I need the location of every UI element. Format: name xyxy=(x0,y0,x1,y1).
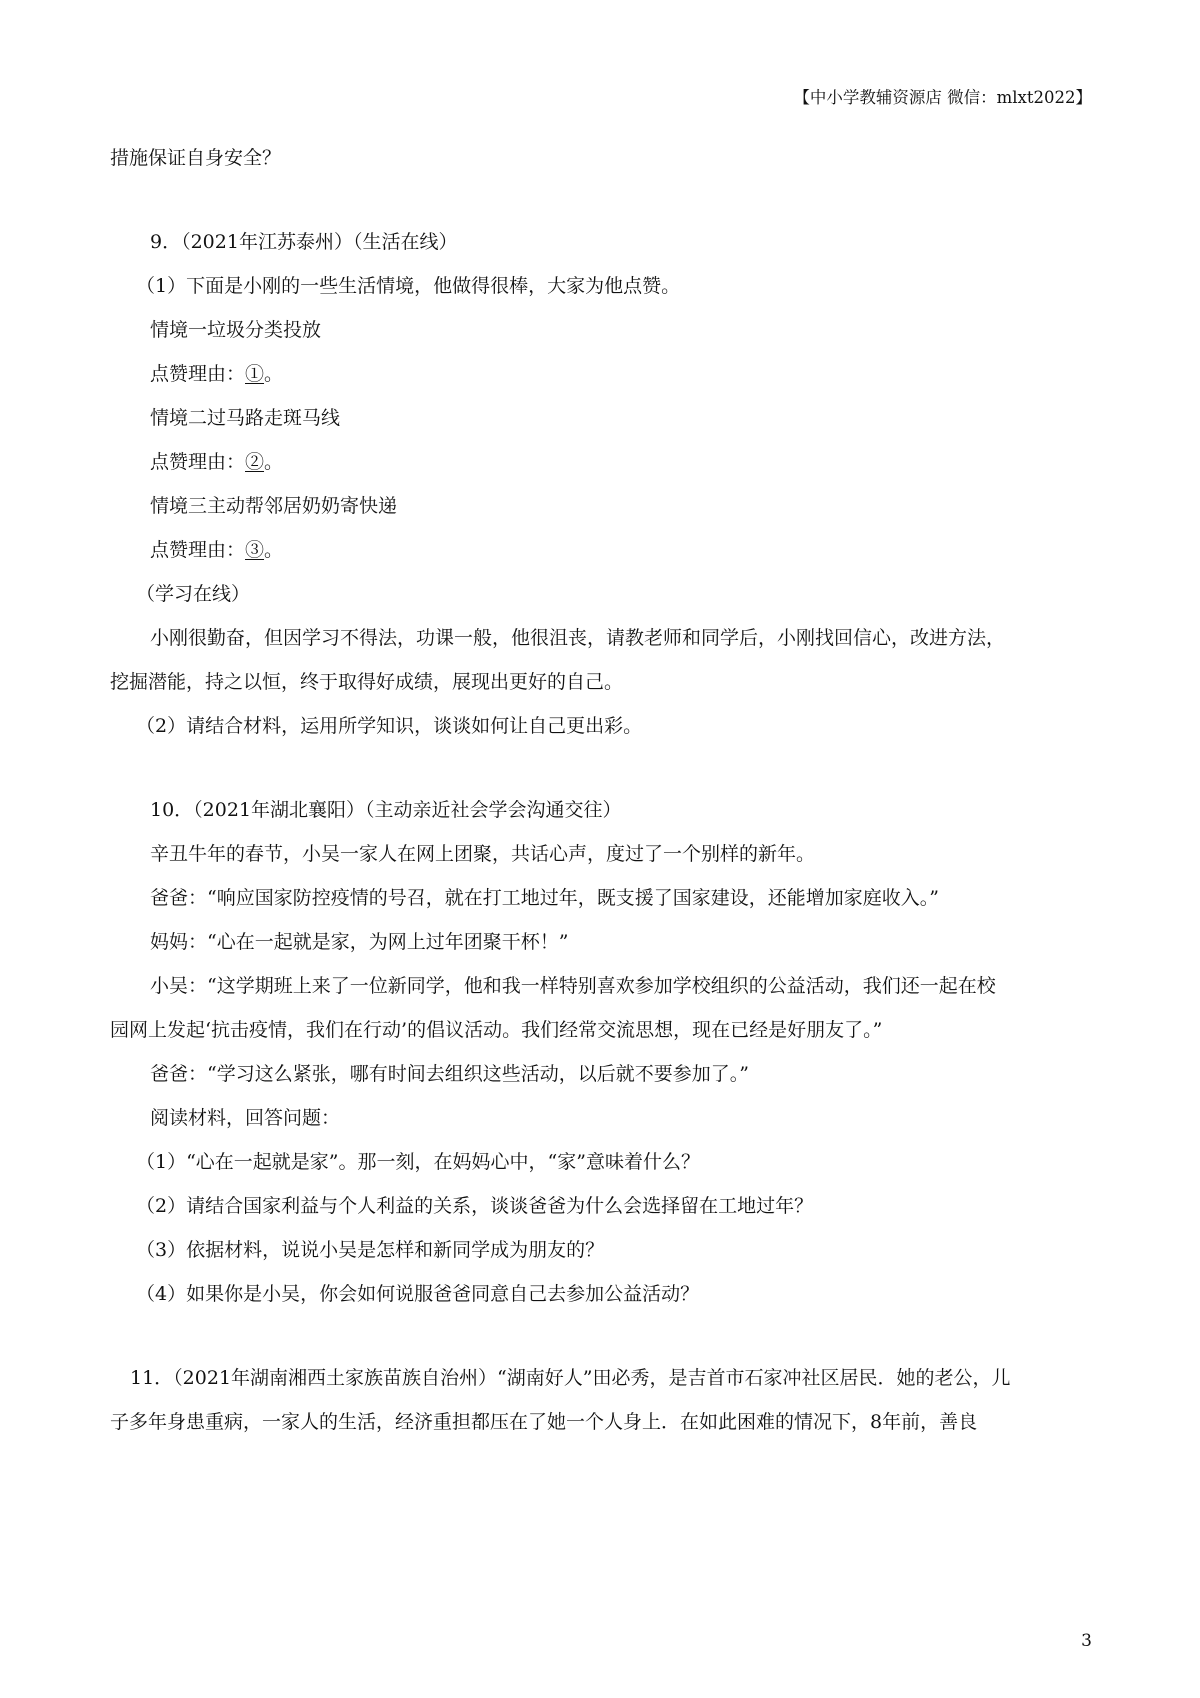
blank-marker-1: ① xyxy=(245,363,265,385)
text-line: 园网上发起‘抗击疫情，我们在行动’的倡议活动。我们经常交流思想，现在已经是好朋友了。” xyxy=(110,1019,883,1041)
text-line: 措施保证自身安全？ xyxy=(110,147,282,169)
reason-label: 点赞理由： xyxy=(150,451,246,473)
text-line: 情境一垃圾分类投放 xyxy=(150,319,322,341)
period: 。 xyxy=(264,363,284,385)
text-line xyxy=(150,450,283,474)
text-line: 爸爸：“学习这么紧张，哪有时间去组织这些活动，以后就不要参加了。” xyxy=(150,1063,749,1085)
text-line: 情境三主动帮邻居奶奶寄快递 xyxy=(150,495,398,517)
text-line xyxy=(150,538,283,562)
text-line: （1）下面是小刚的一些生活情境，他做得很棒，大家为他点赞。 xyxy=(136,275,681,297)
text-line: 挖掘潜能，持之以恒，终于取得好成绩，展现出更好的自己。 xyxy=(110,671,624,693)
page-header-label: 【中小学教辅资源店 微信：mlxt2022】 xyxy=(793,88,1092,107)
question-11-title: 11．（2021年湖南湘西土家族苗族自治州）“湖南好人”田必秀，是吉首市石家冲社区居民．她的老公，儿 xyxy=(130,1367,1011,1389)
blank-marker-3: ③ xyxy=(245,539,265,561)
text-line xyxy=(150,362,283,386)
text-line: 子多年身患重病，一家人的生活，经济重担都压在了她一个人身上．在如此困难的情况下，8年前，善良 xyxy=(110,1411,978,1433)
text-line: （3）依据材料，说说小吴是怎样和新同学成为朋友的？ xyxy=(136,1239,605,1261)
period: 。 xyxy=(264,539,284,561)
text-line: 爸爸：“响应国家防控疫情的号召，就在打工地过年，既支援了国家建设，还能增加家庭收入。” xyxy=(150,887,939,909)
text-line: 小刚很勤奋，但因学习不得法，功课一般，他很沮丧，请教老师和同学后，小刚找回信心，改进方法， xyxy=(150,627,1006,649)
reason-label: 点赞理由： xyxy=(150,363,246,385)
text-line: （4）如果你是小吴，你会如何说服爸爸同意自己去参加公益活动？ xyxy=(136,1283,700,1305)
text-line: 阅读材料，回答问题： xyxy=(150,1107,341,1129)
text-line: 小吴：“这学期班上来了一位新同学，他和我一样特别喜欢参加学校组织的公益活动，我们还一起在校 xyxy=(150,975,996,997)
question-10-title: 10．（2021年湖北襄阳）（主动亲近社会学会沟通交往） xyxy=(150,799,622,821)
text-line: （2）请结合国家利益与个人利益的关系，谈谈爸爸为什么会选择留在工地过年？ xyxy=(136,1195,814,1217)
text-line: （学习在线） xyxy=(136,583,251,605)
text-line: （2）请结合材料，运用所学知识，谈谈如何让自己更出彩。 xyxy=(136,715,643,737)
text-line: 情境二过马路走斑马线 xyxy=(150,407,341,429)
text-line: （1）“心在一起就是家”。那一刻，在妈妈心中，“家”意味着什么？ xyxy=(136,1151,700,1173)
question-9-title: 9．（2021年江苏泰州）（生活在线） xyxy=(150,231,458,253)
text-line: 妈妈：“心在一起就是家，为网上过年团聚干杯！” xyxy=(150,931,569,953)
blank-marker-2: ② xyxy=(245,451,265,473)
reason-label: 点赞理由： xyxy=(150,539,246,561)
page-number: 3 xyxy=(1081,1631,1092,1651)
period: 。 xyxy=(264,451,284,473)
text-line: 辛丑牛年的春节，小吴一家人在网上团聚，共话心声，度过了一个别样的新年。 xyxy=(150,843,816,865)
